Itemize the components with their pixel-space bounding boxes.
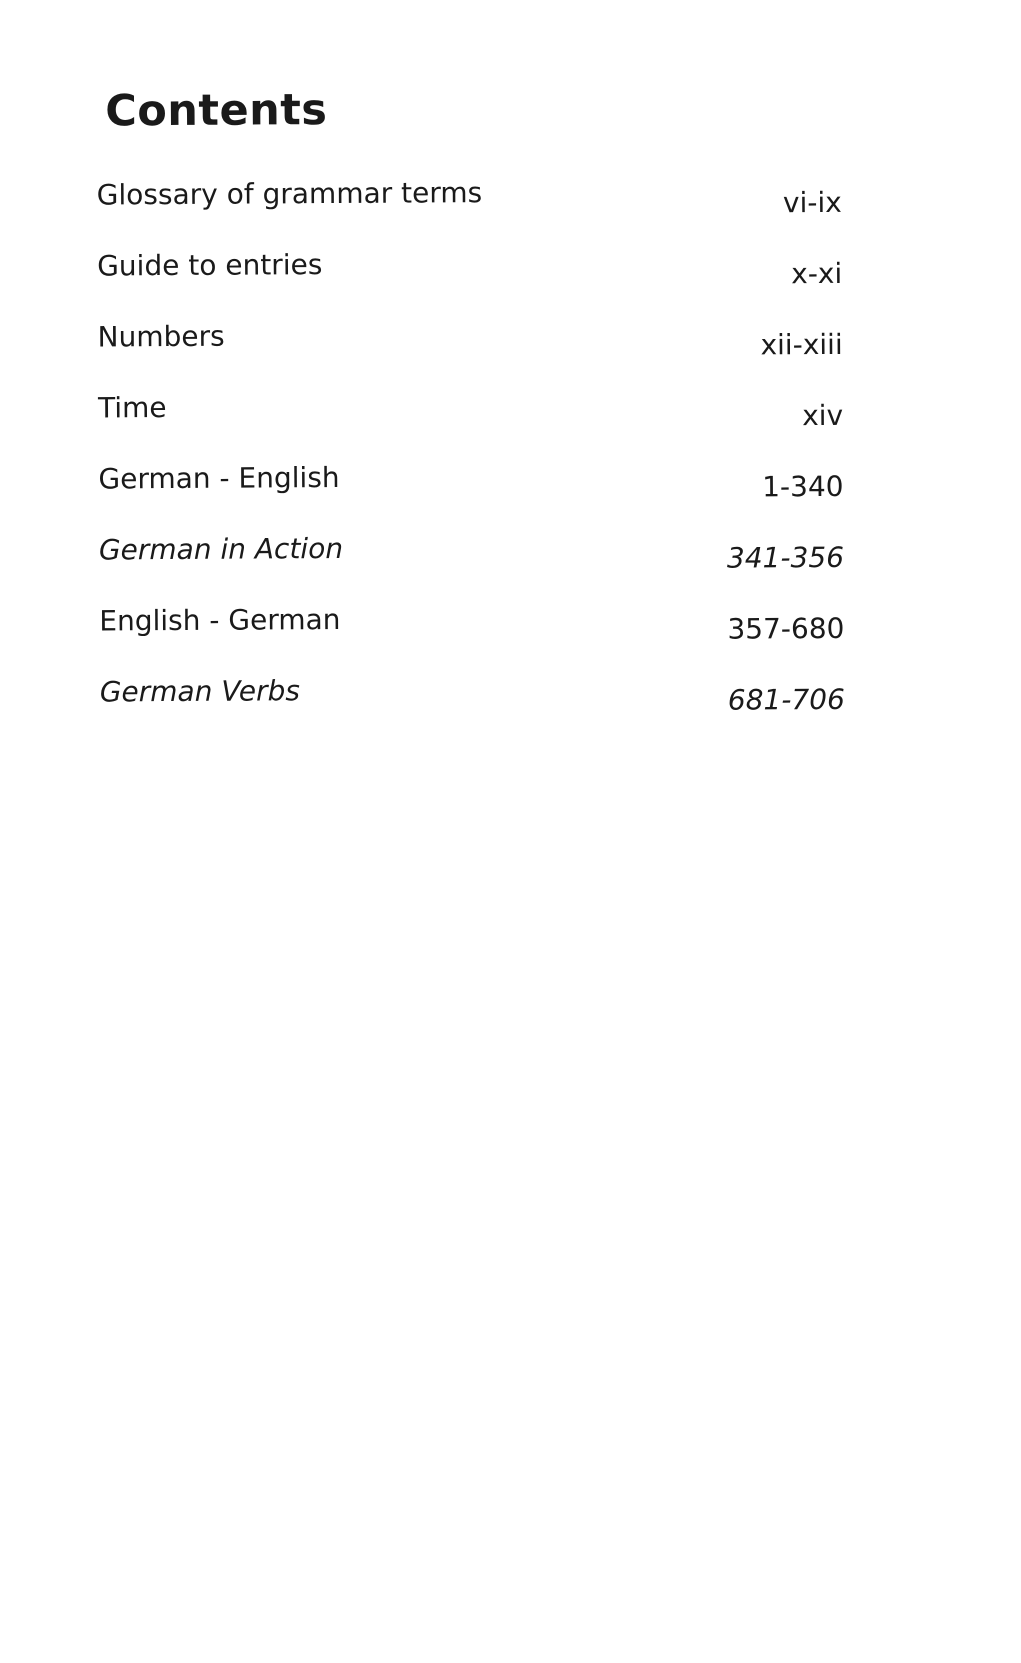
toc-entry-label: German - English xyxy=(98,460,340,496)
toc-entry-pages: x-xi xyxy=(791,256,843,291)
toc-entry-german-in-action[interactable] xyxy=(99,529,844,605)
toc-entry-german-english[interactable] xyxy=(98,458,843,534)
toc-entry-pages: 1-340 xyxy=(762,469,844,504)
toc-entry-label: Glossary of grammar terms xyxy=(96,176,483,212)
toc-entry-label: English - German xyxy=(99,602,341,638)
toc-entry-pages: vi-ix xyxy=(782,185,842,220)
toc-entry-english-german[interactable] xyxy=(99,600,844,676)
toc-entry-label: German Verbs xyxy=(99,674,301,709)
toc-entry-time[interactable] xyxy=(98,387,843,463)
toc-entry-pages: xii-xiii xyxy=(760,327,843,362)
page-title: Contents xyxy=(105,85,328,137)
table-of-contents xyxy=(97,174,845,747)
toc-entry-guide-to-entries[interactable] xyxy=(97,245,842,321)
toc-entry-pages: 681-706 xyxy=(727,682,845,717)
toc-entry-label: Time xyxy=(97,391,167,425)
toc-entry-pages: 357-680 xyxy=(727,611,845,646)
toc-entry-pages: xiv xyxy=(802,398,844,433)
toc-entry-label: German in Action xyxy=(98,531,344,567)
toc-entry-label: Guide to entries xyxy=(97,248,323,283)
toc-entry-label: Numbers xyxy=(97,319,225,354)
toc-entry-pages: 341-356 xyxy=(726,540,845,575)
toc-entry-numbers[interactable] xyxy=(98,316,843,392)
toc-entry-glossary[interactable] xyxy=(97,174,842,250)
toc-entry-german-verbs[interactable] xyxy=(100,671,845,747)
